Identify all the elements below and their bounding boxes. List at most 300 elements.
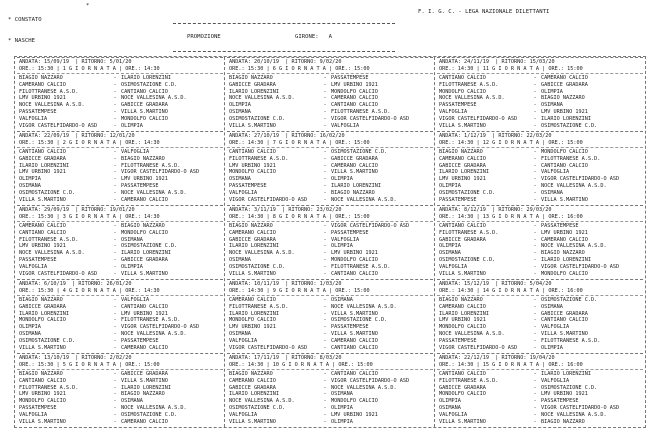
match-separator: - [533, 404, 537, 411]
ritorno-time: 14:30 [143, 214, 160, 220]
home-team: BIAGIO NAZZARO [229, 371, 273, 377]
giornata-block [227, 131, 433, 203]
giornata-dates: ANDATA: 3/11/19 | RITORNO: 23/02/20 [229, 207, 342, 213]
home-team: MONDOLFO CALCIO [229, 317, 276, 324]
away-team: OSIMANA [121, 398, 143, 405]
andata-time: 14:30 [457, 362, 474, 368]
match-row [229, 345, 431, 352]
match-row [439, 271, 641, 278]
home-team: VALFOGLIA [229, 189, 258, 196]
away-team: LMV URBINO 1921 [541, 391, 588, 398]
match-row [439, 391, 641, 398]
giornata-number: 1 [62, 66, 66, 72]
ritorno-label: RITORNO: [81, 59, 107, 65]
home-team: BIAGIO NAZZARO [439, 297, 483, 303]
andata-time: 15:30 [37, 288, 54, 294]
match-row [229, 82, 431, 89]
away-team: FILOTTRANESE A.S.D. [121, 162, 181, 169]
home-team: GABICCE GRADARA [229, 236, 276, 243]
home-team: NOCE VALLESINA A.S.D. [439, 330, 505, 337]
home-team: VALFOGLIA [19, 115, 48, 122]
away-team: VALFOGLIA [541, 169, 570, 176]
match-row [19, 317, 221, 324]
giornata-block [437, 131, 643, 203]
match-row [229, 223, 431, 230]
match-separator: - [533, 95, 537, 102]
match-row [229, 156, 431, 163]
giornata-number: 13 [482, 214, 489, 220]
away-team: ILARIO LORENZINI [541, 371, 591, 377]
andata-label: ANDATA: [439, 207, 461, 213]
andata-date: 3/11/19 [254, 207, 276, 213]
home-team: OLIMPIA [229, 102, 251, 109]
home-team: CANTIANO CALCIO [439, 371, 486, 377]
match-separator: - [533, 75, 537, 81]
giornata-label: G I O R N A T A [69, 140, 116, 146]
ritorno-date: 19/01/20 [109, 207, 135, 213]
match-list [19, 223, 221, 277]
away-team: BIAGIO NAZZARO [121, 391, 165, 398]
away-team: VILLA S.MARTINO [541, 330, 588, 337]
match-separator: - [533, 310, 537, 317]
away-team: VILLA S.MARTINO [331, 169, 378, 176]
andata-date: 15/09/19 [44, 59, 69, 65]
match-separator: - [533, 102, 537, 109]
away-team: NOCE VALLESINA A.S.D. [541, 411, 607, 418]
ritorno-label: RITORNO: [501, 59, 527, 65]
home-team: VALFOGLIA [19, 263, 48, 270]
away-team: MONDOLFO CALCIO [121, 229, 168, 236]
home-team: MONDOLFO CALCIO [439, 88, 486, 95]
away-team: FILOTTRANESE A.S.D. [121, 317, 181, 324]
ritorno-date: 5/04/20 [529, 281, 552, 287]
match-row [19, 169, 221, 176]
match-row [19, 250, 221, 257]
separator [227, 221, 433, 222]
home-team: NOCE VALLESINA A.S.D. [439, 95, 505, 102]
match-row [439, 149, 641, 156]
separator [437, 73, 643, 74]
match-separator: - [533, 189, 537, 196]
title-box [173, 23, 395, 52]
away-team: NOCE VALLESINA A.S.D. [121, 95, 187, 102]
match-separator: - [113, 81, 117, 88]
home-team: OSIMANA [439, 250, 461, 257]
away-team: OSIMOSTAZIONE C.D. [121, 243, 178, 250]
giornata-label: G I O R N A T A [279, 66, 326, 72]
home-team: BIAGIO NAZZARO [19, 75, 63, 81]
match-row [439, 324, 641, 331]
home-team: LMV URBINO 1921 [19, 391, 66, 398]
match-row [229, 190, 431, 197]
match-separator: - [113, 377, 117, 384]
home-team: CAMERANO CALCIO [19, 81, 66, 88]
ore-label: ORE.: [335, 66, 351, 72]
andata-date: 10/11/19 [254, 281, 279, 287]
giornata-times: ORE.: 14:30 | 7 G I O R N A T A | ORE.: 15:00 [229, 140, 370, 146]
andata-time: 15:30 [37, 66, 54, 72]
home-team: LMV URBINO 1921 [19, 169, 66, 176]
andata-label: ANDATA: [439, 355, 461, 361]
column-divider [434, 57, 435, 427]
home-team: MONDOLFO CALCIO [439, 391, 486, 398]
away-team: PASSATEMPESE [331, 229, 369, 236]
away-team: BIAGIO NAZZARO [331, 189, 375, 196]
match-row [19, 237, 221, 244]
away-team: VALFOGLIA [331, 236, 360, 243]
match-separator: - [323, 250, 327, 257]
match-row [229, 176, 431, 183]
ritorno-date: 12/01/20 [109, 133, 135, 139]
ritorno-time: 15:00 [357, 362, 373, 368]
match-separator: - [323, 155, 327, 162]
andata-label: ANDATA: [19, 59, 41, 65]
home-team: OSIMOSTAZIONE C.D. [229, 263, 286, 270]
match-separator: - [323, 236, 327, 243]
ore-label: ORE.: [19, 214, 35, 220]
match-row [229, 378, 431, 385]
andata-label: ANDATA: [19, 281, 41, 287]
match-row [229, 405, 431, 412]
match-separator: - [113, 155, 117, 162]
away-team: FILOTTRANESE A.S.D. [331, 108, 391, 115]
ritorno-label: RITORNO: [291, 281, 317, 287]
separator [227, 369, 433, 370]
ritorno-time: 16:00 [567, 362, 583, 368]
home-team: OSIMANA [229, 176, 251, 183]
match-row [19, 304, 221, 311]
ore-label: ORE.: [229, 66, 245, 72]
header-star: * [86, 3, 90, 9]
match-list [439, 297, 641, 351]
match-row [439, 398, 641, 405]
match-row [19, 345, 221, 352]
home-team: OLIMPIA [439, 243, 461, 250]
match-row [439, 89, 641, 96]
match-separator: - [113, 411, 117, 418]
away-team: ILARIO LORENZINI [331, 182, 381, 189]
home-team: OSIMOSTAZIONE C.D. [439, 189, 496, 196]
away-team: BIAGIO NAZZARO [541, 250, 585, 257]
match-row [19, 95, 221, 102]
ore-label: ORE.: [229, 362, 245, 368]
match-separator: - [533, 324, 537, 331]
home-team: CAMERANO CALCIO [229, 297, 276, 303]
away-team: OSIMANA [541, 102, 563, 109]
home-team: CANTIANO CALCIO [229, 149, 276, 155]
match-separator: - [113, 404, 117, 411]
ore-label: ORE.: [338, 362, 354, 368]
match-row [229, 149, 431, 156]
away-team: NOCE VALLESINA A.S.D. [331, 196, 397, 203]
match-separator: - [533, 115, 537, 122]
giornata-number: 14 [482, 288, 489, 294]
ritorno-time: 15:00 [353, 140, 370, 146]
andata-label: ANDATA: [19, 133, 41, 139]
home-team: CANTIANO CALCIO [19, 377, 66, 384]
match-separator: - [323, 88, 327, 95]
match-separator: - [113, 115, 117, 122]
match-list [19, 149, 221, 203]
match-separator: - [113, 102, 117, 109]
ore-label: ORE.: [19, 362, 35, 368]
match-separator: - [323, 229, 327, 236]
andata-label: ANDATA: [19, 207, 41, 213]
match-row [229, 419, 431, 426]
ritorno-date: 16/02/20 [319, 133, 345, 139]
home-team: GABICCE GRADARA [19, 155, 66, 162]
match-row [19, 230, 221, 237]
andata-time: 14:30 [247, 288, 264, 294]
match-row [439, 109, 641, 116]
giornata-times: ORE.: 14:30 | 13 G I O R N A T A | ORE.: 16:00 [439, 214, 583, 220]
ritorno-time: 15:00 [567, 66, 583, 72]
giornata-number: 5 [62, 362, 66, 368]
match-row [229, 271, 431, 278]
ore-label: ORE.: [439, 66, 455, 72]
match-row [229, 385, 431, 392]
giornata-label: G I O R N A T A [69, 288, 116, 294]
away-team: CANTIANO CALCIO [331, 371, 378, 377]
away-team: NOCE VALLESINA A.S.D. [331, 303, 397, 310]
giornata-block [227, 205, 433, 277]
home-team: MONDOLFO CALCIO [439, 324, 486, 331]
match-row [229, 237, 431, 244]
ritorno-date: 22/03/20 [526, 133, 552, 139]
home-team: VILLA S.MARTINO [229, 270, 276, 277]
away-team: MONDOLFO CALCIO [331, 88, 378, 95]
giornata-block [227, 353, 433, 425]
giornata-label: G I O R N A T A [279, 140, 326, 146]
match-separator: - [323, 404, 327, 411]
away-team: VALFOGLIA [541, 324, 570, 331]
away-team: GABICCE GRADARA [541, 310, 588, 317]
match-separator: - [533, 297, 537, 303]
match-list [229, 371, 431, 425]
andata-date: 15/12/19 [464, 281, 489, 287]
match-separator: - [113, 250, 117, 257]
match-row [19, 338, 221, 345]
ore-label: ORE.: [548, 288, 564, 294]
match-row [229, 75, 431, 82]
home-team: VALFOGLIA [229, 337, 258, 344]
match-row [19, 163, 221, 170]
andata-time: 15:30 [247, 66, 264, 72]
match-separator: - [113, 297, 117, 303]
andata-date: 29/09/19 [44, 207, 69, 213]
away-team: LMV URBINO 1921 [541, 108, 588, 115]
match-separator: - [323, 371, 327, 377]
match-row [19, 176, 221, 183]
home-team: GABICCE GRADARA [229, 81, 276, 88]
andata-date: 27/10/19 [254, 133, 279, 139]
match-row [19, 102, 221, 109]
match-row [19, 331, 221, 338]
away-team: CANTIANO CALCIO [121, 88, 168, 95]
away-team: OSIMANA [541, 189, 563, 196]
ore-label: ORE.: [548, 214, 564, 220]
giornata-block [437, 279, 643, 351]
home-team: CANTIANO CALCIO [439, 223, 486, 229]
away-team: GABICCE GRADARA [331, 155, 378, 162]
home-team: OSIMANA [19, 330, 41, 337]
match-row [439, 102, 641, 109]
andata-date: 8/12/19 [464, 207, 486, 213]
home-team: PASSATEMPESE [229, 182, 267, 189]
away-team: CAMERANO CALCIO [331, 95, 378, 102]
away-team: PASSATEMPESE [121, 337, 159, 344]
ritorno-label: RITORNO: [498, 133, 524, 139]
match-row [439, 317, 641, 324]
match-separator: - [323, 391, 327, 398]
match-row [19, 109, 221, 116]
home-team: BIAGIO NAZZARO [439, 149, 483, 155]
home-team: VILLA S.MARTINO [19, 418, 66, 425]
match-separator: - [323, 270, 327, 277]
giornata-block [17, 205, 223, 277]
match-row [19, 123, 221, 130]
separator [17, 221, 223, 222]
match-row [229, 391, 431, 398]
match-row [439, 304, 641, 311]
ore-label: ORE.: [125, 140, 141, 146]
giornata-label: G I O R N A T A [492, 140, 539, 146]
match-separator: - [113, 256, 117, 263]
away-team: VIGOR CASTELFIDARDO-O ASD [541, 404, 620, 411]
home-team: PASSATEMPESE [19, 256, 57, 263]
away-team: VILLA S.MARTINO [121, 270, 168, 277]
home-team: GABICCE GRADARA [439, 384, 486, 391]
away-team: OLIMPIA [331, 418, 353, 425]
giornata-dates: ANDATA: 13/10/19 | RITORNO: 2/02/20 [19, 355, 132, 361]
match-separator: - [533, 391, 537, 398]
match-row [19, 324, 221, 331]
match-row [229, 317, 431, 324]
away-team: OSIMOSTAZIONE C.D. [541, 297, 598, 303]
match-separator: - [533, 411, 537, 418]
home-team: NOCE VALLESINA A.S.D. [229, 398, 295, 405]
home-team: PASSATEMPESE [19, 108, 57, 115]
away-team: PASSATEMPESE [331, 324, 369, 331]
match-separator: - [113, 317, 117, 324]
match-row [229, 338, 431, 345]
away-team: GABICCE GRADARA [121, 102, 168, 109]
home-team: OSIMANA [229, 256, 251, 263]
separator [227, 295, 433, 296]
giornata-label: G I O R N A T A [279, 288, 326, 294]
home-team: FILOTTRANESE A.S.D. [229, 155, 289, 162]
match-separator: - [533, 303, 537, 310]
match-row [439, 338, 641, 345]
home-team: OSIMOSTAZIONE C.D. [19, 189, 76, 196]
match-row [439, 405, 641, 412]
away-team: VILLA S.MARTINO [121, 377, 168, 384]
ritorno-date: 26/01/20 [106, 281, 132, 287]
away-team: MONDOLFO CALCIO [331, 256, 378, 263]
match-row [19, 264, 221, 271]
home-team: OLIMPIA [19, 324, 41, 331]
away-team: OSIMANA [541, 303, 563, 310]
ore-label: ORE.: [335, 140, 351, 146]
match-separator: - [113, 398, 117, 405]
match-separator: - [533, 81, 537, 88]
match-separator: - [323, 169, 327, 176]
home-team: OSIMANA [19, 182, 41, 189]
match-row [439, 95, 641, 102]
home-team: FILOTTRANESE A.S.D. [439, 81, 499, 88]
match-separator: - [113, 108, 117, 115]
match-row [19, 116, 221, 123]
giornata-label: G I O R N A T A [492, 288, 539, 294]
match-separator: - [113, 391, 117, 398]
match-row [229, 331, 431, 338]
andata-time: 15:30 [37, 362, 54, 368]
home-team: NOCE VALLESINA A.S.D. [229, 250, 295, 257]
match-separator: - [533, 371, 537, 377]
match-row [229, 398, 431, 405]
home-team: VILLA S.MARTINO [19, 344, 66, 351]
andata-date: 24/11/19 [464, 59, 489, 65]
away-team: CAMERANO CALCIO [541, 236, 588, 243]
ritorno-label: RITORNO: [81, 133, 107, 139]
away-team: ILARIO LORENZINI [541, 256, 591, 263]
home-team: OSIMOSTAZIONE C.D. [439, 256, 496, 263]
match-row [439, 123, 641, 130]
group-title: GIRONE: A [295, 34, 333, 40]
andata-date: 6/10/19 [44, 281, 66, 287]
match-list [19, 371, 221, 425]
match-row [439, 371, 641, 378]
away-team: ILARIO LORENZINI [121, 384, 171, 391]
match-separator: - [113, 176, 117, 183]
home-team: OSIMANA [229, 108, 251, 115]
match-row [439, 223, 641, 230]
match-row [229, 123, 431, 130]
home-team: NOCE VALLESINA A.S.D. [19, 250, 85, 257]
giornata-block [17, 57, 223, 129]
away-team: OLIMPIA [541, 344, 563, 351]
match-separator: - [113, 169, 117, 176]
ritorno-label: RITORNO: [291, 355, 317, 361]
separator [17, 295, 223, 296]
home-team: LMV URBINO 1921 [439, 176, 486, 183]
giornata-dates: ANDATA: 24/11/19 | RITORNO: 15/03/20 [439, 59, 555, 65]
match-row [439, 243, 641, 250]
ore-label: ORE.: [125, 66, 141, 72]
away-team: CANTIANO CALCIO [121, 303, 168, 310]
match-row [439, 345, 641, 352]
home-team: PASSATEMPESE [439, 196, 477, 203]
away-team: OSIMANA [331, 391, 353, 398]
away-team: GABICCE GRADARA [121, 371, 168, 377]
separator [17, 73, 223, 74]
ore-label: ORE.: [439, 140, 455, 146]
match-row [439, 197, 641, 204]
match-separator: - [533, 229, 537, 236]
away-team: VILLA S.MARTINO [121, 108, 168, 115]
home-team: CAMERANO CALCIO [229, 377, 276, 384]
match-separator: - [323, 297, 327, 303]
match-separator: - [323, 75, 327, 81]
match-separator: - [533, 317, 537, 324]
giornata-times: ORE.: 15:30 | 2 G I O R N A T A | ORE.: 14:30 [19, 140, 160, 146]
giornata-times: ORE.: 15:30 | 3 G I O R N A T A | ORE.: 14:30 [19, 214, 160, 220]
match-row [439, 311, 641, 318]
ore-label: ORE.: [229, 140, 245, 146]
away-team: VIGOR CASTELFIDARDO-O ASD [331, 115, 410, 122]
home-team: GABICCE GRADARA [229, 384, 276, 391]
giornata-times: ORE.: 14:30 | 15 G I O R N A T A | ORE.: 16:00 [439, 362, 583, 368]
